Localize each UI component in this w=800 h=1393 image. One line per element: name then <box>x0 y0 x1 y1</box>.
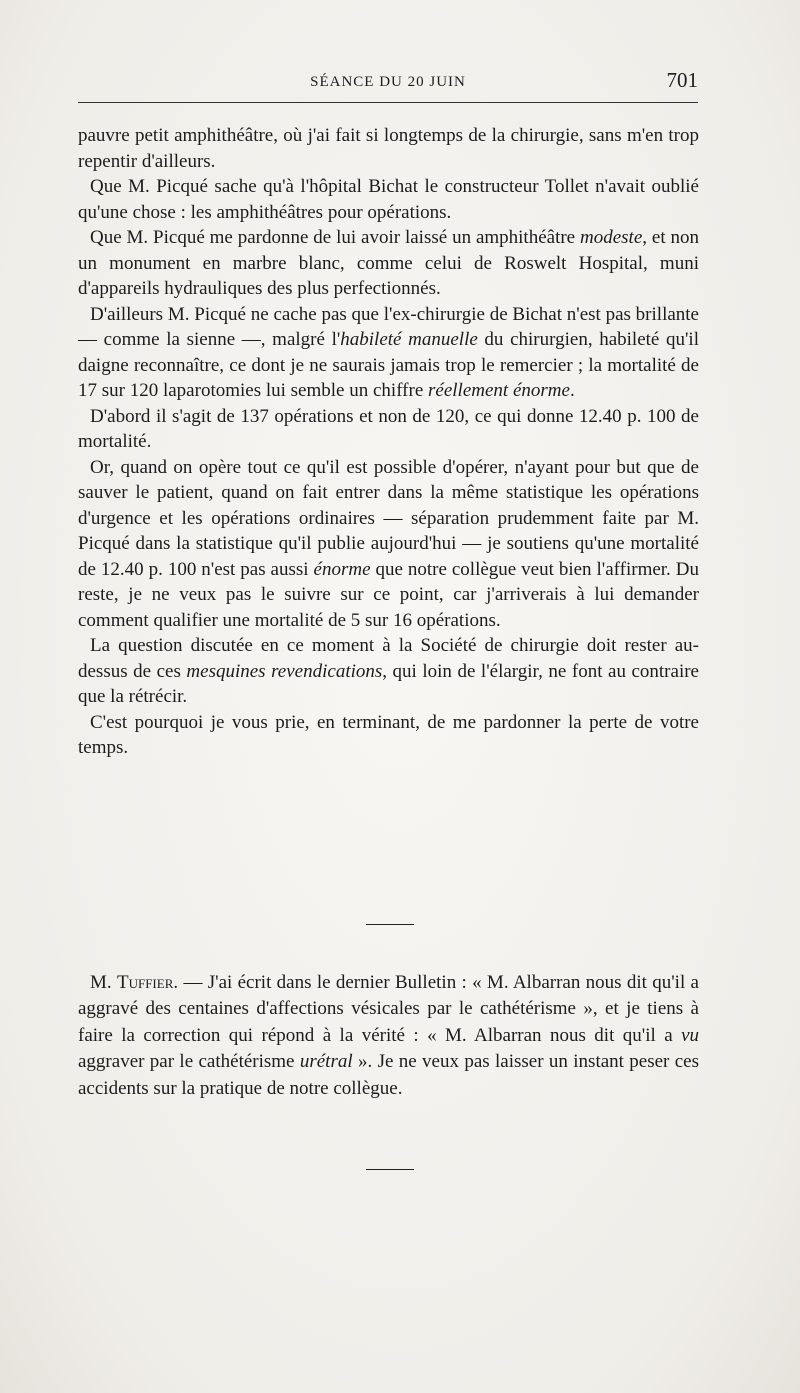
paragraph-8: C'est pourquoi je vous prie, en terminant, de me pardonner la perte de votre temps. <box>78 711 699 758</box>
p6-emphasis: énorme <box>313 558 371 580</box>
tuffier-text-a: J'ai écrit dans le dernier Bulletin : « M. Albarran nous dit qu'il a aggravé des centaines d'affections vésicales par le cathétérisme », et je tiens à faire la correction qui répond à la vérité : « M. Albarran nous dit qu'il a <box>78 972 699 1046</box>
paragraph-5: D'abord il s'agit de 137 opérations et non de 120, ce qui donne 12.40 p. 100 de mortalité. <box>78 405 699 452</box>
paragraph-4 <box>78 302 699 404</box>
p3-emphasis: modeste <box>580 227 643 248</box>
tuffier-text-b: aggraver par le cathétérisme <box>78 1051 300 1073</box>
running-title: SÉANCE DU 20 JUIN <box>310 74 466 90</box>
section-separator <box>366 924 414 925</box>
p7-text-a: La question discutée en ce moment à la Société de chirurgie doit rester au-dessus de ces <box>78 635 699 682</box>
header-rule <box>78 102 698 103</box>
p6-text-a: Or, quand on opère tout ce qu'il est possible d'opérer, n'ayant pour but que de sauver le patient, quand on fait entrer dans la même statistique les opérations d'urgence et les opérations ordinaires — séparation prudemment faite par M. Picqué dans la statistique qu'il publie aujourd'hui — je soutiens qu'une mortalité de 12.40 p. 100 n'est pas aussi <box>78 456 699 580</box>
paragraph-6 <box>78 455 699 634</box>
p4-text-c: . <box>569 380 575 401</box>
p7-emphasis: mesquines revendications <box>186 660 383 682</box>
tuffier-remarks <box>78 970 699 1102</box>
p3-text-b: , et non un monument en marbre blanc, comme celui de Roswelt Hospital, muni d'appareils hydrauliques des plus perfectionnés. <box>78 227 699 299</box>
tuffier-text-c: ». Je ne veux pas laisser un instant peser ces accidents sur la pratique de notre collègue. <box>78 1051 699 1099</box>
body-text <box>78 123 699 761</box>
speaker-suffix: . — <box>173 972 208 993</box>
paragraph-2: Que M. Picqué sache qu'à l'hôpital Bichat le constructeur Tollet n'avait oublié qu'une chose : les amphithéâtres pour opérations. <box>78 176 699 223</box>
tuffier-emphasis-1: vu <box>681 1024 699 1046</box>
p4-emphasis-1: habileté manuelle <box>340 329 478 350</box>
p4-emphasis-2: réellement énorme <box>428 380 570 401</box>
tuffier-paragraph <box>78 970 699 1102</box>
p4-text-b: du chirurgien, habileté qu'il daigne reconnaître, ce dont je ne saurais jamais trop le remercier ; la mortalité de 17 sur 120 laparotomies lui semble un chiffre <box>78 329 699 401</box>
page-number: 701 <box>666 68 698 92</box>
section-separator-end <box>366 1169 414 1170</box>
p7-text-b: , qui loin de l'élargir, ne font au contraire que la rétrécir. <box>78 660 699 707</box>
running-head <box>78 68 698 98</box>
paragraph-7 <box>78 633 699 710</box>
paragraph-3 <box>78 225 699 302</box>
p3-text-a: Que M. Picqué me pardonne de lui avoir laissé un amphithéâtre <box>90 227 580 248</box>
speaker-name: Tuffier <box>116 972 174 993</box>
paragraph-1: pauvre petit amphithéâtre, où j'ai fait si longtemps de la chirurgie, sans m'en trop repentir d'ailleurs. <box>78 125 699 172</box>
tuffier-emphasis-2: urétral <box>299 1051 353 1073</box>
p4-text-a: D'ailleurs M. Picqué ne cache pas que l'ex-chirurgie de Bichat n'est pas brillante — comme la sienne —, malgré l' <box>78 303 699 350</box>
p6-text-b: que notre collègue veut bien l'affirmer. Du reste, je ne veux pas le suivre sur ce point, car j'arriverais à lui demander comment qualifier une mortalité de 5 sur 16 opérations. <box>78 558 699 631</box>
speaker-prefix: M. <box>90 972 117 993</box>
